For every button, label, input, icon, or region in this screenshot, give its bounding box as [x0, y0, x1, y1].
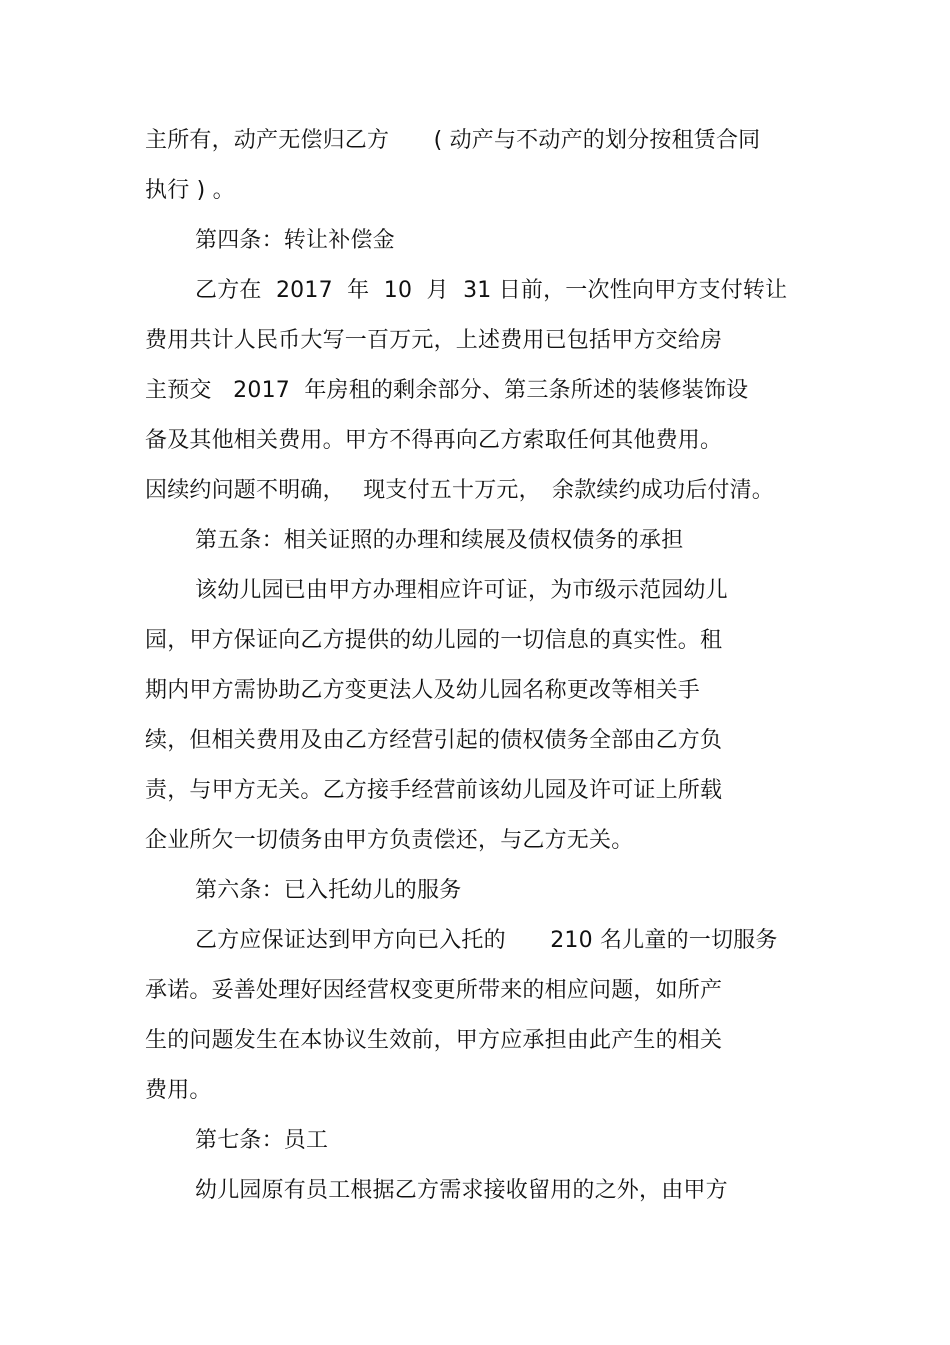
text-line: 乙方在 2017 年 10 月 31 日前，一次性向甲方支付转让 — [195, 278, 788, 303]
text-line: 责，与甲方无关。乙方接手经营前该幼儿园及许可证上所载 — [145, 778, 723, 803]
text-line: 乙方应保证达到甲方向已入托的 210 名儿童的一切服务 — [195, 928, 778, 953]
text-line: 该幼儿园已由甲方办理相应许可证，为市级示范园幼儿 — [195, 578, 728, 603]
text-line: 企业所欠一切债务由甲方负责偿还，与乙方无关。 — [145, 828, 634, 853]
section-heading: 第七条：员工 — [195, 1128, 329, 1153]
text-line: 费用。 — [145, 1078, 212, 1103]
text-line: 主预交 2017 年房租的剩余部分、第三条所述的装修装饰设 — [145, 378, 749, 403]
text-line: 承诺。妥善处理好因经营权变更所带来的相应问题，如所产 — [145, 978, 723, 1003]
section-heading: 第五条：相关证照的办理和续展及债权债务的承担 — [195, 528, 684, 553]
section-heading: 第六条：已入托幼儿的服务 — [195, 878, 462, 903]
text-line: 园，甲方保证向乙方提供的幼儿园的一切信息的真实性。租 — [145, 628, 723, 653]
text-line: 期内甲方需协助乙方变更法人及幼儿园名称更改等相关手 — [145, 678, 701, 703]
text-line: 主所有，动产无偿归乙方 ( 动产与不动产的划分按租赁合同 — [145, 128, 761, 153]
text-line: 备及其他相关费用。甲方不得再向乙方索取任何其他费用。 — [145, 428, 723, 453]
text-line: 续，但相关费用及由乙方经营引起的债权债务全部由乙方负 — [145, 728, 723, 753]
text-line: 幼儿园原有员工根据乙方需求接收留用的之外，由甲方 — [195, 1178, 728, 1203]
section-heading: 第四条：转让补偿金 — [195, 228, 395, 253]
text-line: 生的问题发生在本协议生效前，甲方应承担由此产生的相关 — [145, 1028, 723, 1053]
text-line: 费用共计人民币大写一百万元，上述费用已包括甲方交给房 — [145, 328, 723, 353]
text-line: 因续约问题不明确， 现支付五十万元， 余款续约成功后付清。 — [145, 478, 774, 503]
text-line: 执行 ) 。 — [145, 178, 235, 203]
